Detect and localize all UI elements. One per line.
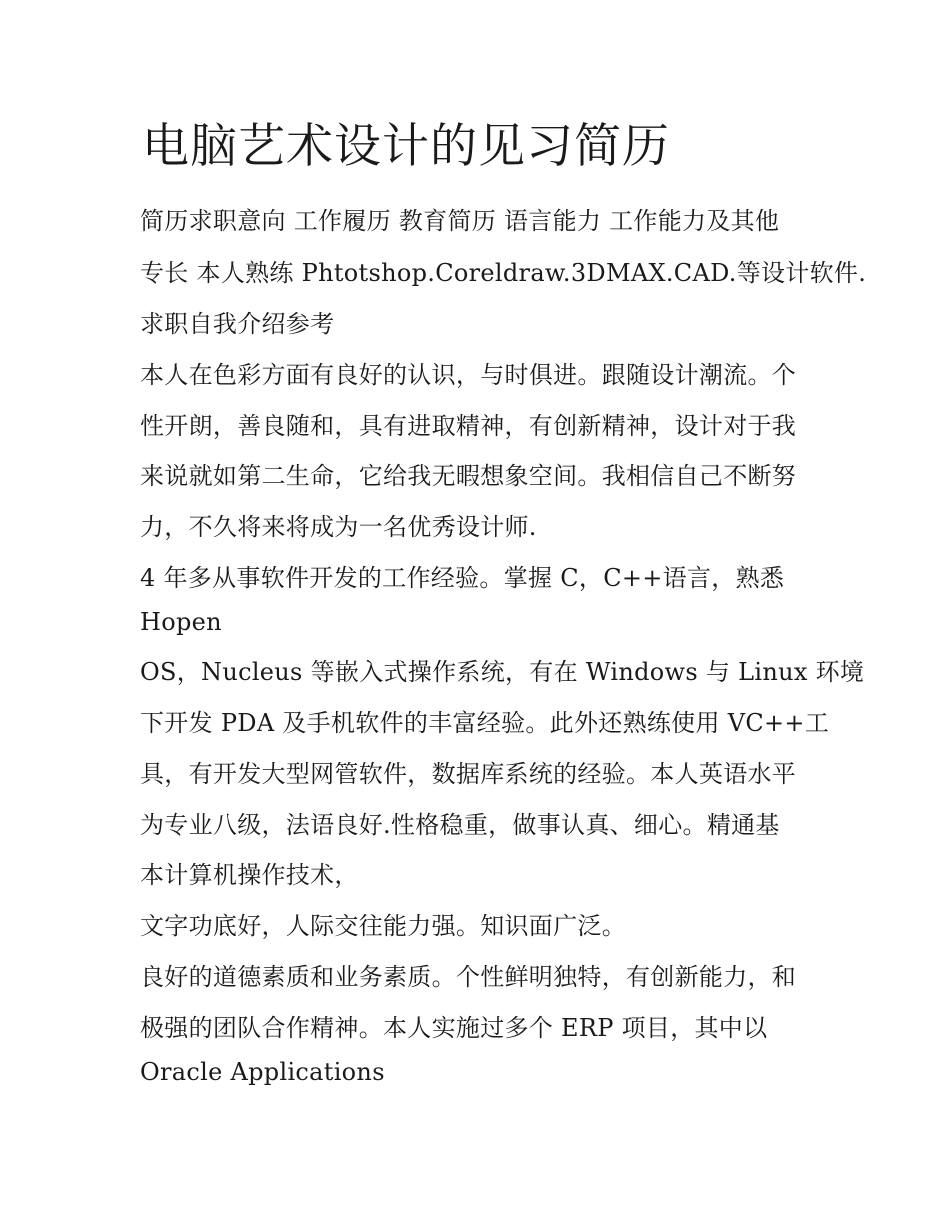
body-line: 简历求职意向 工作履历 教育简历 语言能力 工作能力及其他	[140, 207, 780, 235]
body-line: 来说就如第二生命，它给我无暇想象空间。我相信自己不断努	[140, 462, 797, 490]
body-line: Hopen	[140, 608, 222, 636]
body-line: 具，有开发大型网管软件，数据库系统的经验。本人英语水平	[140, 760, 797, 788]
body-line: 4 年多从事软件开发的工作经验。掌握 C，C++语言，熟悉	[140, 564, 785, 592]
body-line: 性开朗，善良随和，具有进取精神，有创新精神，设计对于我	[140, 412, 797, 440]
body-line: 本计算机操作技术，	[140, 861, 359, 889]
body-line: Oracle Applications	[140, 1058, 385, 1086]
body-line: 本人在色彩方面有良好的认识，与时俱进。跟随设计潮流。个	[140, 361, 797, 389]
body-line: 专长 本人熟练 Phtotshop.Coreldraw.3DMAX.CAD.等设计软件.	[140, 259, 867, 287]
body-line: 极强的团队合作精神。本人实施过多个 ERP 项目，其中以	[140, 1014, 768, 1042]
body-line: 力，不久将来将成为一名优秀设计师.	[140, 513, 537, 541]
document-title: 电脑艺术设计的见习简历	[142, 119, 670, 174]
body-line: 为专业八级，法语良好.性格稳重，做事认真、细心。精通基	[140, 811, 780, 839]
body-line: 求职自我介绍参考	[140, 310, 335, 338]
body-line: 下开发 PDA 及手机软件的丰富经验。此外还熟练使用 VC++工	[140, 709, 830, 737]
body-line: 文字功底好，人际交往能力强。知识面广泛。	[140, 912, 626, 940]
body-line: OS，Nucleus 等嵌入式操作系统，有在 Windows 与 Linux 环境	[140, 658, 865, 686]
body-line: 良好的道德素质和业务素质。个性鲜明独特，有创新能力，和	[140, 963, 797, 991]
